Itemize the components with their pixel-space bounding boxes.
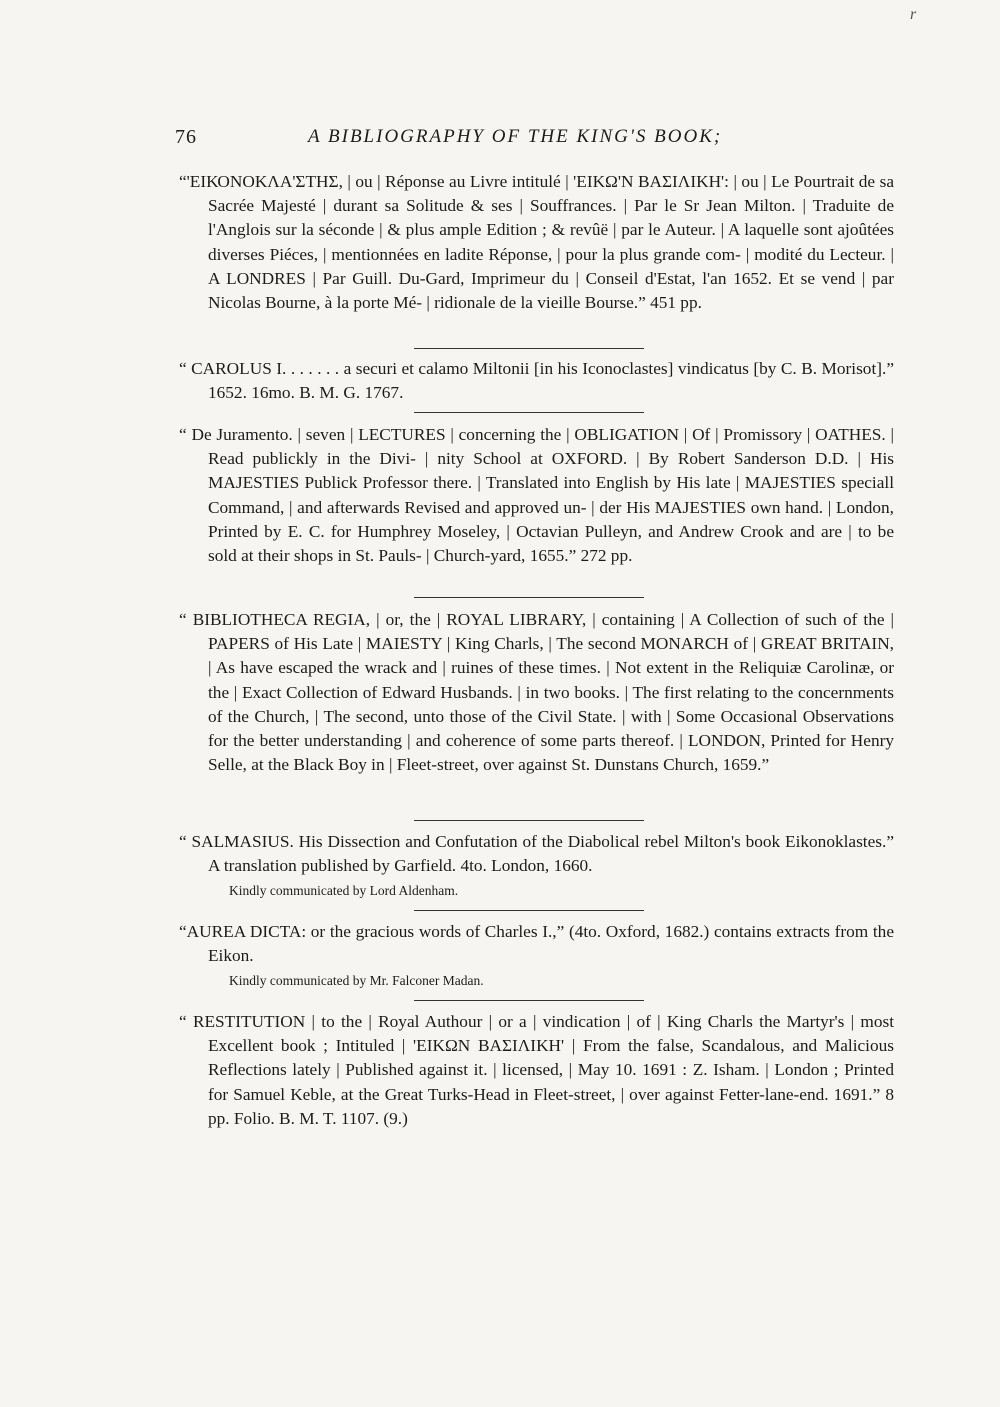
entry-divider [414, 412, 644, 413]
running-head: A BIBLIOGRAPHY OF THE KING'S BOOK; [308, 126, 723, 147]
entry-divider [414, 820, 644, 821]
bibliography-entry-salmasius: “ SALMASIUS. His Dissection and Confutation of the Diabolical rebel Milton's book Eikonoklastes.” A translation published by Garfield. 4to. London, 1660. [179, 832, 894, 876]
bibliography-entry-aurea-dicta: “AUREA DICTA: or the gracious words of Charles I.,” (4to. Oxford, 1682.) contains extracts from the Eikon. [179, 922, 894, 966]
bibliography-entry-de-juramento: “ De Juramento. | seven | LECTURES | concerning the | OBLIGATION | Of | Promissory | OATHES. | Read publickly in the Divi- | nity School at OXFORD. | By Robert Sanderson D.D. | His MAJESTIES Publick Professor there. | Translated into English by His late | MAJESTIES speciall Command, | and afterwards Revised and approved un- | der His MAJESTIES own hand. | London, Printed by E. C. for Humphrey Moseley, | Octavian Pulleyn, and Andrew Crook and are | to be sold at their shops in St. Pauls- | Church-yard, 1655.” 272 pp. [179, 425, 894, 566]
bibliography-entry-bibliotheca-regia: “ BIBLIOTHECA REGIA, | or, the | ROYAL LIBRARY, | containing | A Collection of such of the | PAPERS of His Late | MAIESTY | King Charls, | The second MONARCH of | GREAT BRITAIN, | As have escaped the wrack and | ruines of these times. | Not extent in the Reliquiæ Carolinæ, or the | Exact Collection of Edward Husbands. | in two books. | The first relating to the concernments of the Church, | The second, unto those of the Civil State. | with | Some Occasional Observations for the better understanding | and coherence of some parts thereof. | LONDON, Printed for Henry Selle, at the Black Boy in | Fleet-street, over against St. Dunstans Church, 1659.” [179, 610, 894, 775]
page-number: 76 [175, 126, 197, 148]
acknowledgement-note: Kindly communicated by Mr. Falconer Madan. [229, 973, 484, 988]
corner-mark: r [910, 6, 917, 23]
entry-divider [414, 1000, 644, 1001]
page-header [175, 126, 895, 156]
bibliography-entry-carolus: “ CAROLUS I. . . . . . . a securi et calamo Miltonii [in his Iconoclastes] vindicatus [by C. B. Morisot].” 1652. 16mo. B. M. G. 1767. [179, 359, 894, 403]
acknowledgement-note: Kindly communicated by Lord Aldenham. [229, 883, 459, 898]
entry-divider [414, 910, 644, 911]
entry-divider [414, 348, 644, 349]
bibliography-entry-eikonoklastes: “'ΕΙΚΟΝΟΚΛΑ'ΣΤΗΣ, | ou | Réponse au Livre intitulé | 'ΕΙΚΩ'Ν ΒΑΣΙΛΙΚΗ': | ou | Le Pourtrait de sa Sacrée Majesté | durant sa Solitude & ses | Souffrances. | Par le Sr Jean Milton. | Traduite de l'Anglois sur la séconde | & plus ample Edition ; & revûë | par le Auteur. | A laquelle sont ajoûtées diverses Piéces, | mentionnées en ladite Réponse, | pour la plus grande com- | modité du Lecteur. | A LONDRES | Par Guill. Du-Gard, Imprimeur du | Conseil d'Estat, l'an 1652. Et se vend | par Nicolas Bourne, à la porte Mé- | ridionale de la vieille Bourse.” 451 pp. [179, 172, 894, 313]
entry-divider [414, 597, 644, 598]
bibliography-entry-restitution: “ RESTITUTION | to the | Royal Authour | or a | vindication | of | King Charls the Martyr's | most Excellent book ; Intituled | 'ΕΙΚΩΝ ΒΑΣΙΛΙΚΗ' | From the false, Scandalous, and Malicious Reflections lately | Published against it. | licensed, | May 10. 1691 : Z. Isham. | London ; Printed for Samuel Keble, at the Great Turks-Head in Fleet-street, | over against Fetter-lane-end. 1691.” 8 pp. Folio. B. M. T. 1107. (9.) [179, 1012, 894, 1128]
